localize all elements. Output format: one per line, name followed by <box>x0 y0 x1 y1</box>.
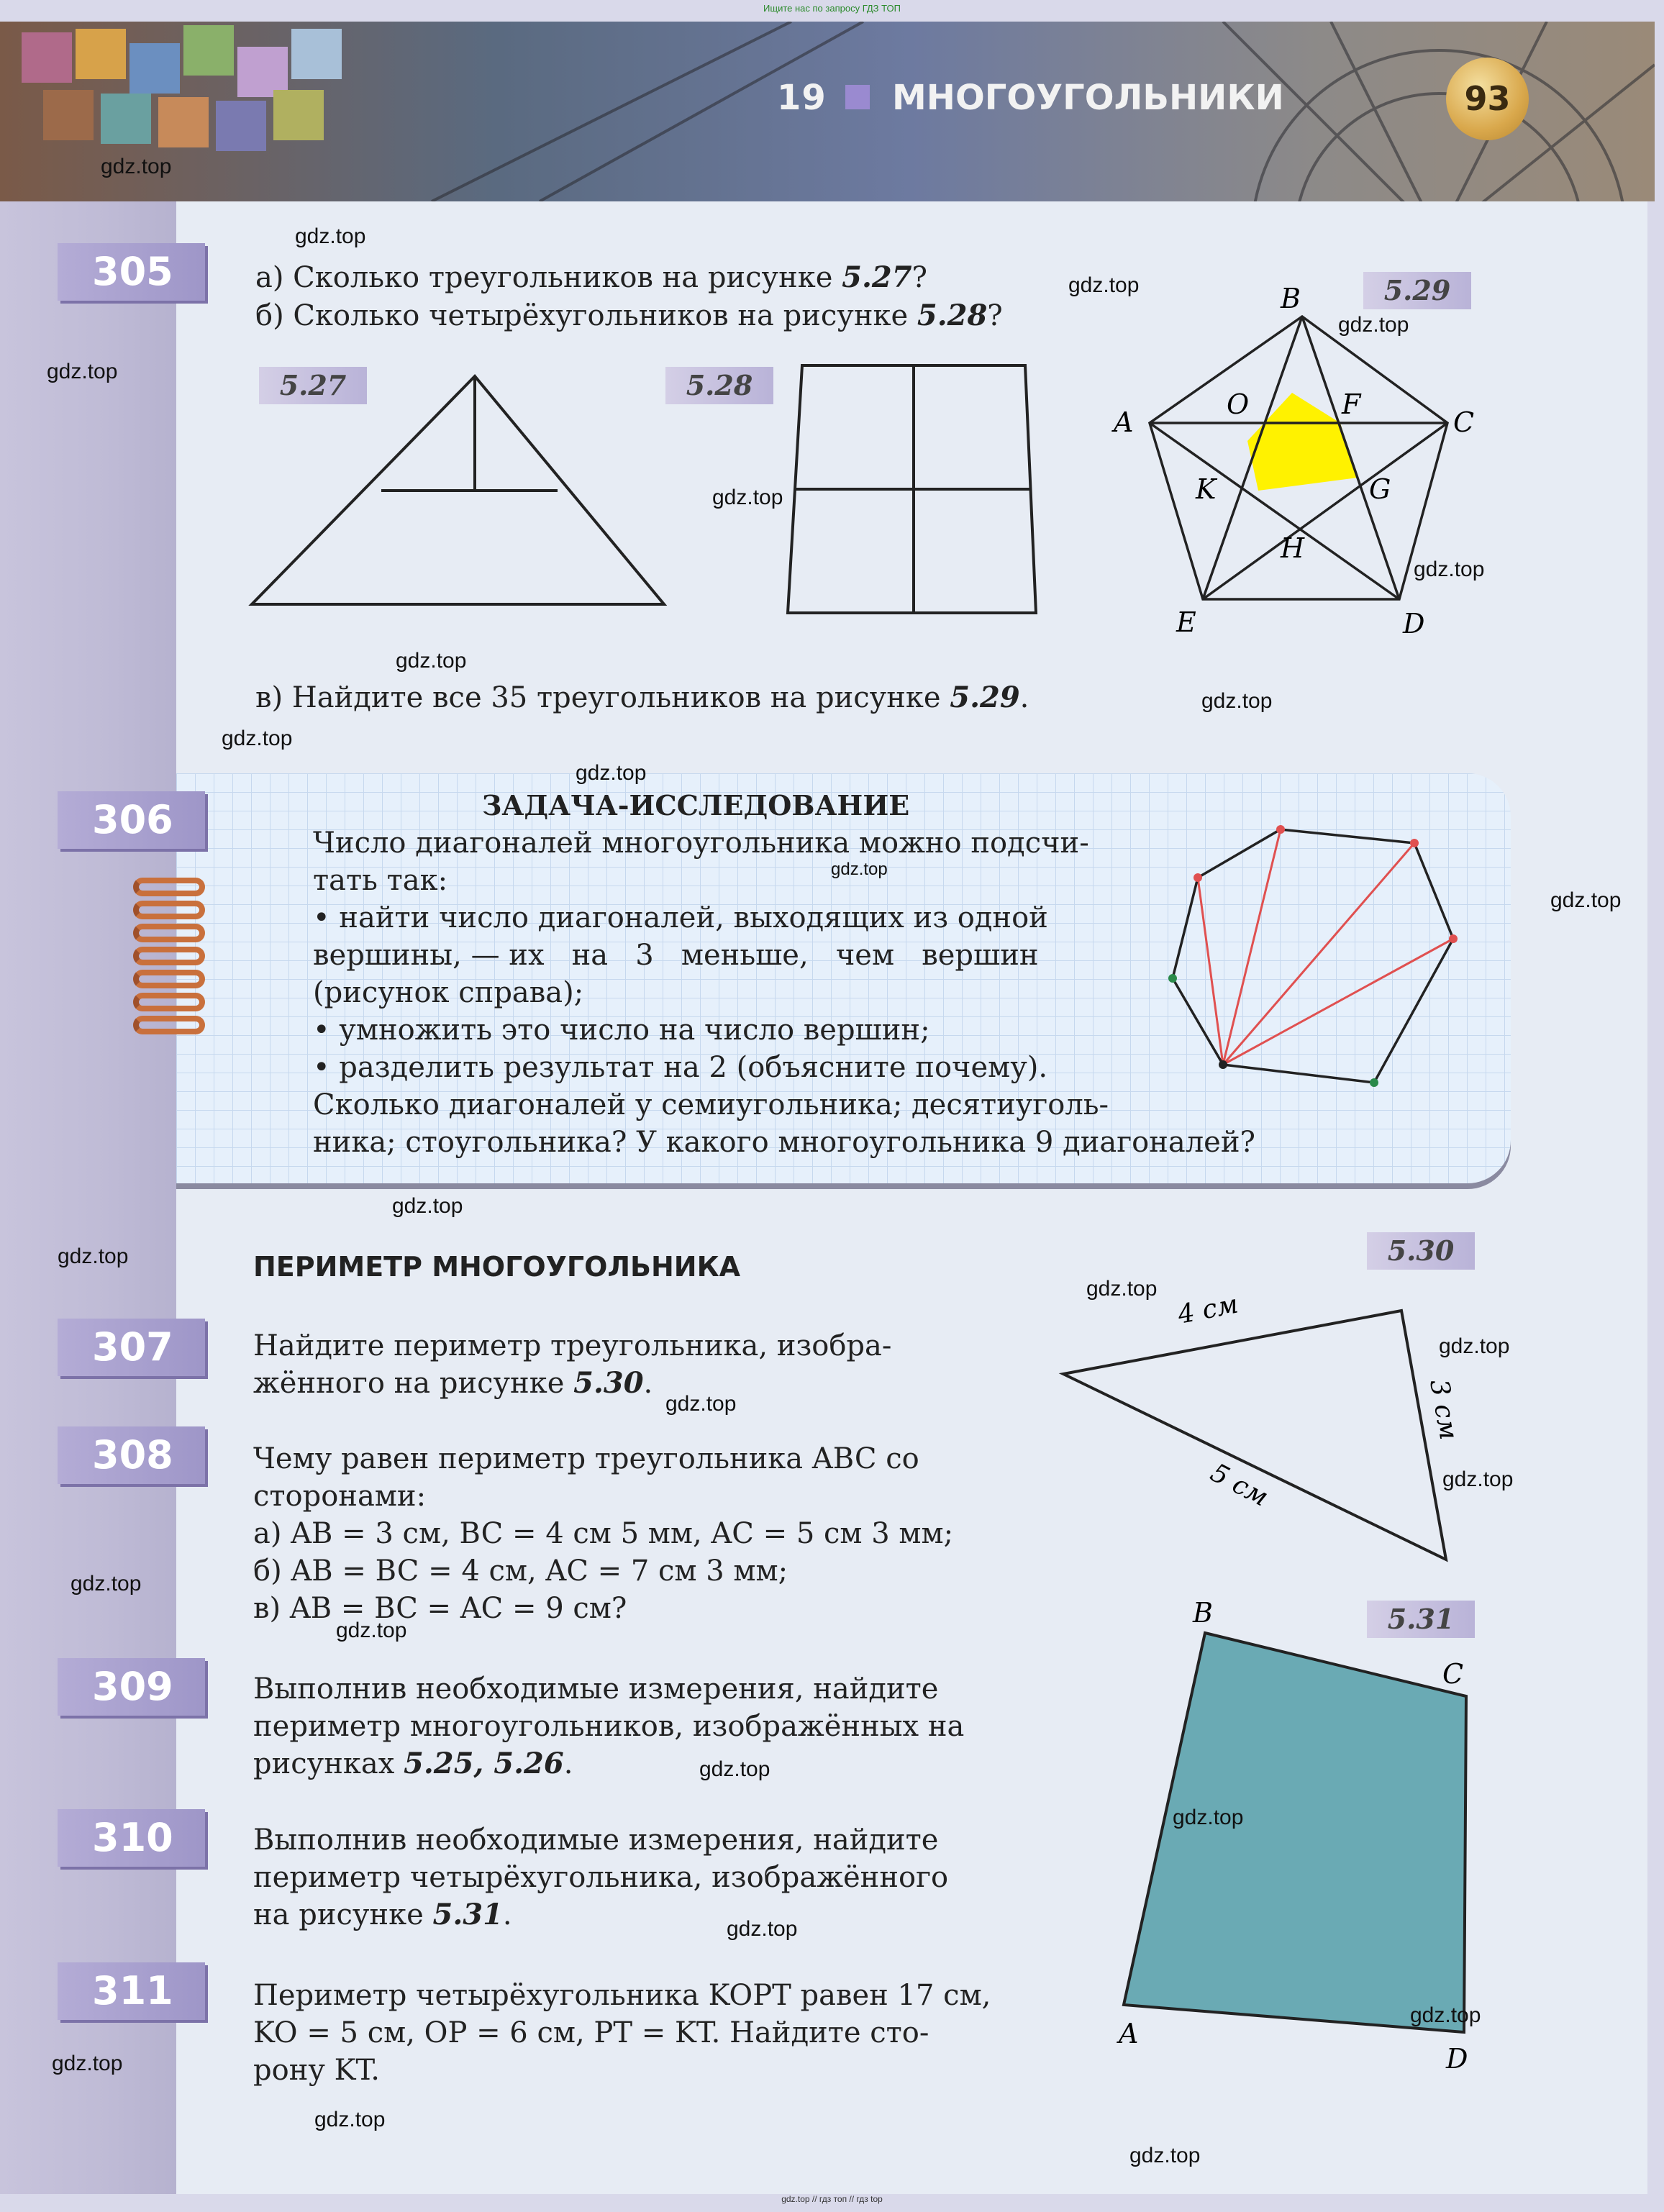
watermark: gdz.top <box>71 1572 142 1596</box>
fig-5-29-label: 5.29 <box>1363 272 1471 309</box>
chapter-title: МНОГОУГОЛЬНИКИ <box>892 78 1284 118</box>
watermark: gdz.top <box>1338 313 1409 337</box>
watermark: gdz.top <box>665 1392 737 1416</box>
p306-line-5: (рисунок справа); <box>313 976 584 1009</box>
fig-5-28 <box>781 360 1054 626</box>
p305-line-c: в) Найдите все 35 треугольников на рисунке 5.29. <box>255 681 1029 714</box>
point-D: D <box>1403 608 1425 640</box>
p305-line-a: а) Сколько треугольников на рисунке 5.27? <box>255 260 927 294</box>
point-D: D <box>1446 2043 1468 2075</box>
point-K: K <box>1196 473 1217 505</box>
p309-line-1: Выполнив необходимые измерения, найдите <box>253 1672 939 1706</box>
watermark: gdz.top <box>396 649 467 673</box>
problem-number-309: 309 <box>58 1658 205 1716</box>
fig-5-30 <box>1050 1280 1482 1568</box>
watermark: gdz.top <box>727 1917 798 1941</box>
point-B: B <box>1193 1601 1213 1629</box>
p308-line-4: б) AB = BC = 4 см, AC = 7 см 3 мм; <box>253 1555 788 1588</box>
problem-number-311: 311 <box>58 1962 205 2020</box>
p305-line-b: б) Сколько четырёхугольников на рисунке 5.28? <box>255 299 1003 332</box>
p311-line-2: KO = 5 см, OP = 6 см, PT = KT. Найдите сто- <box>253 2016 929 2049</box>
watermark: gdz.top <box>576 761 647 785</box>
watermark: gdz.top <box>712 486 783 509</box>
chapter-number: 19 <box>777 78 827 118</box>
watermark: gdz.top <box>47 360 118 383</box>
top-note: Ищите нас по запросу ГДЗ ТОП <box>763 3 901 14</box>
watermark: gdz.top <box>1129 2144 1201 2167</box>
p311-line-3: рону KT. <box>253 2054 380 2087</box>
point-E: E <box>1176 606 1196 638</box>
heptagon-figure <box>1151 816 1475 1104</box>
fig-5-27-label: 5.27 <box>259 367 367 404</box>
watermark: gdz.top <box>392 1194 463 1218</box>
point-H: H <box>1281 532 1305 564</box>
watermark: gdz.top <box>1068 273 1140 297</box>
p308-line-5: в) AB = BC = AC = 9 см? <box>253 1592 627 1625</box>
side-label-5cm: 5 см <box>1205 1457 1273 1513</box>
fig-5-30-label: 5.30 <box>1367 1232 1475 1270</box>
p309-line-3: рисунках 5.25, 5.26. <box>253 1747 573 1780</box>
watermark: gdz.top <box>336 1619 407 1642</box>
page-number: 93 <box>1446 58 1529 140</box>
point-C: C <box>1442 1658 1464 1690</box>
watermark: gdz.top <box>1173 1806 1244 1829</box>
watermark: gdz.top <box>52 2052 123 2075</box>
watermark: gdz.top <box>1442 1467 1514 1491</box>
p306-line-2: тать так: <box>313 864 448 897</box>
watermark: gdz.top <box>1410 2003 1481 2027</box>
p306-heading: ЗАДАЧА-ИССЛЕДОВАНИЕ <box>482 789 910 821</box>
p308-line-1: Чему равен периметр треугольника ABC со <box>253 1442 919 1475</box>
watermark: gdz.top <box>295 224 366 248</box>
watermark: gdz.top <box>1201 689 1273 713</box>
watermark: gdz.top <box>1086 1277 1158 1301</box>
p310-line-3: на рисунке 5.31. <box>253 1898 512 1931</box>
p306-line-1: Число диагоналей многоугольника можно подсчи- <box>313 827 1089 860</box>
point-C: C <box>1453 406 1475 438</box>
fig-5-29 <box>1108 281 1496 640</box>
point-F: F <box>1342 388 1361 420</box>
fig-5-28-label: 5.28 <box>665 367 773 404</box>
fig-5-27 <box>245 370 676 615</box>
watermark: gdz.top <box>1439 1334 1510 1358</box>
side-label-4cm: 4 см <box>1175 1289 1241 1330</box>
problem-number-307: 307 <box>58 1319 205 1376</box>
point-A: A <box>1114 406 1134 438</box>
p310-line-2: периметр четырёхугольника, изображённого <box>253 1861 949 1894</box>
watermark: gdz.top <box>101 155 172 178</box>
p307-line-2: жённого на рисунке 5.30. <box>253 1366 653 1400</box>
point-A: A <box>1119 2018 1139 2049</box>
point-O: O <box>1227 388 1250 420</box>
p306-line-8: Сколько диагоналей у семиугольника; десятиуголь- <box>313 1088 1109 1121</box>
page-header <box>0 22 1655 201</box>
left-margin <box>0 201 176 2194</box>
watermark: gdz.top <box>831 860 888 879</box>
p308-line-3: а) AB = 3 см, BC = 4 см 5 мм, AC = 5 см 3 мм; <box>253 1517 954 1550</box>
watermark: gdz.top <box>58 1244 129 1268</box>
watermark: gdz.top <box>1414 557 1485 581</box>
problem-number-305: 305 <box>58 243 205 301</box>
problem-number-308: 308 <box>58 1426 205 1484</box>
p309-line-2: периметр многоугольников, изображённых на <box>253 1710 965 1743</box>
watermark: gdz.top <box>699 1757 770 1781</box>
point-G: G <box>1369 473 1391 505</box>
p306-line-6: • умножить это число на число вершин; <box>313 1014 930 1047</box>
watermark: gdz.top <box>222 727 293 750</box>
section-title: ПЕРИМЕТР МНОГОУГОЛЬНИКА <box>253 1251 741 1283</box>
p307-line-1: Найдите периметр треугольника, изобра- <box>253 1329 892 1362</box>
p306-line-4: вершины, — их на 3 меньше, чем вершин <box>313 939 1039 972</box>
side-label-3cm: 3 см <box>1424 1377 1464 1442</box>
p306-line-3: • найти число диагоналей, выходящих из одной <box>313 901 1048 934</box>
fig-5-31-label: 5.31 <box>1367 1601 1475 1638</box>
watermark: gdz.top <box>1550 888 1622 912</box>
p306-line-9: ника; стоугольника? У какого многоугольника 9 диагоналей? <box>313 1126 1255 1159</box>
p310-line-1: Выполнив необходимые измерения, найдите <box>253 1824 939 1857</box>
problem-number-310: 310 <box>58 1809 205 1867</box>
bottom-note: gdz.top // гдз топ // гдз top <box>781 2194 883 2204</box>
problem-number-306: 306 <box>58 791 205 849</box>
p306-line-7: • разделить результат на 2 (объясните почему). <box>313 1051 1048 1084</box>
p311-line-1: Периметр четырёхугольника KOPT равен 17 см, <box>253 1979 991 2012</box>
point-B: B <box>1281 283 1301 314</box>
watermark: gdz.top <box>314 2108 386 2131</box>
p308-line-2: сторонами: <box>253 1480 427 1513</box>
chapter-square-icon <box>845 85 870 109</box>
